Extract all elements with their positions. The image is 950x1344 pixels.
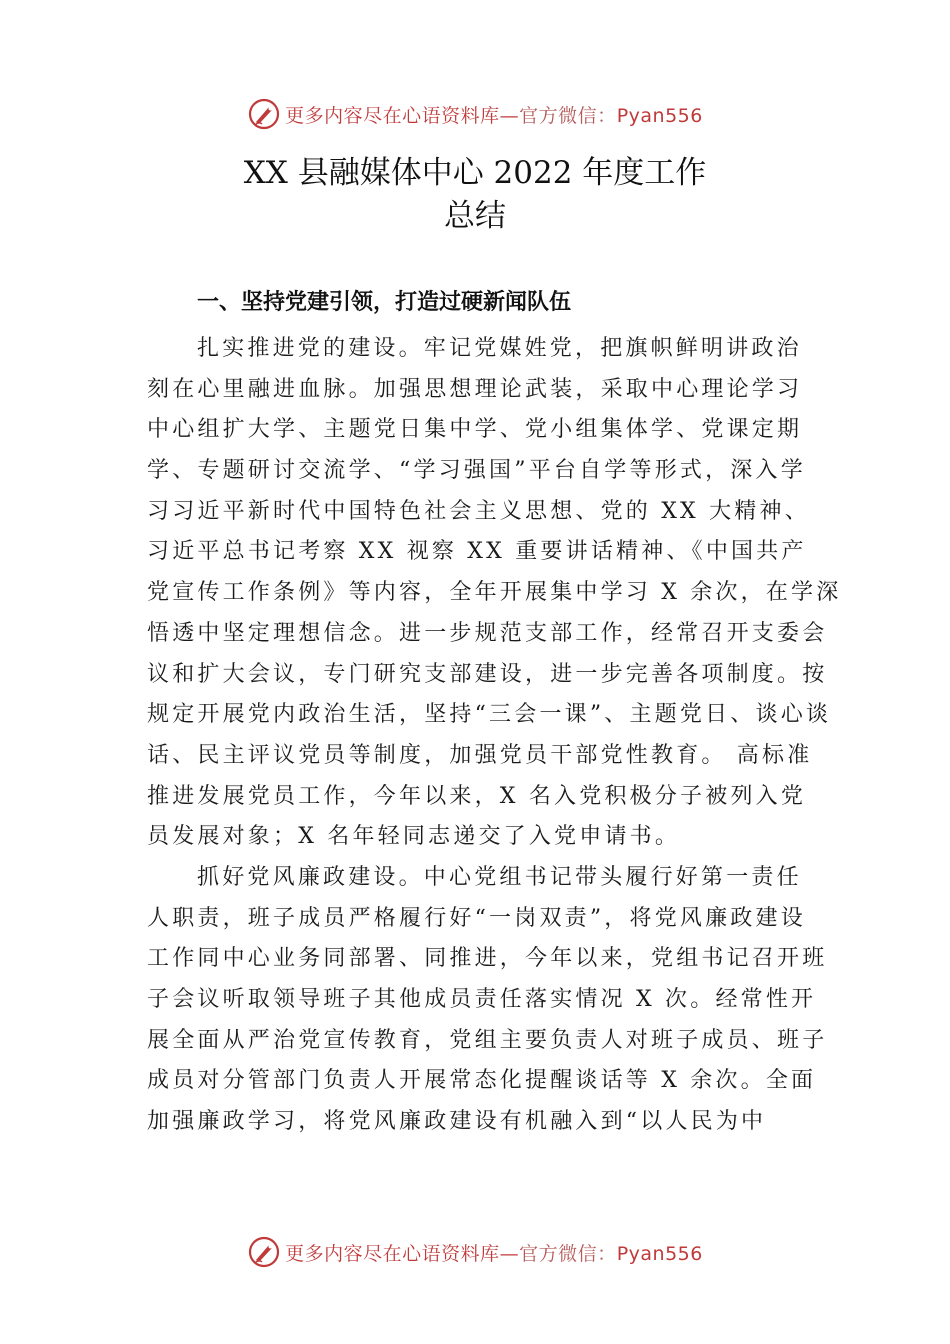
watermark-text: 更多内容尽在心语资料库—官方微信：Pyan556 — [285, 104, 703, 127]
text-line: 扎实推进党的建设。牢记党媒姓党，把旗帜鲜明讲政治 — [197, 336, 802, 361]
document-body — [147, 329, 842, 1143]
text-line: 人职责，班子成员严格履行好“一岗双责”，将党风廉政建设 — [147, 905, 806, 931]
text-line: 员发展对象；X 名年轻同志递交了入党申请书。 — [147, 824, 681, 850]
title-line-1: XX 县融媒体中心 2022 年度工作 — [243, 155, 707, 191]
text-line: 刻在心里融进血脉。加强思想理论武装，采取中心理论学习 — [147, 376, 803, 402]
document-title — [0, 152, 950, 238]
text-line: 加强廉政学习，将党风廉政建设有机融入到“以人民为中 — [147, 1109, 767, 1135]
text-line: 子会议听取领导班子其他成员责任落实情况 X 次。经常性开 — [147, 987, 817, 1012]
watermark-banner-top — [0, 94, 950, 134]
text-line: 展全面从严治党宣传教育，党组主要负责人对班子成员、班子 — [147, 1027, 828, 1053]
text-line: 习习近平新时代中国特色社会主义思想、党的 XX 大精神、 — [147, 498, 810, 524]
text-line: 党宣传工作条例》等内容，全年开展集中学习 X 余次，在学深 — [147, 580, 842, 606]
pen-nib-logo-icon — [247, 1235, 281, 1269]
title-line-2: 总结 — [444, 198, 506, 234]
pen-nib-logo-icon — [247, 97, 281, 131]
text-line: 习近平总书记考察 XX 视察 XX 重要讲话精神、《中国共产 — [147, 539, 807, 565]
watermark-banner-bottom — [0, 1232, 950, 1272]
text-line: 中心组扩大学、主题党日集中学、党小组集体学、党课定期 — [147, 417, 803, 443]
text-line: 学、专题研讨交流学、“学习强国”平台自学等形式，深入学 — [147, 458, 806, 484]
text-line: 推进发展党员工作，今年以来，X 名入党积极分子被列入党 — [147, 783, 807, 809]
text-line: 话、民主评议党员等制度，加强党员干部党性教育。 高标准 — [147, 742, 813, 768]
text-line: 工作同中心业务同部署、同推进，今年以来，党组书记召开班 — [147, 946, 828, 972]
text-line: 议和扩大会议，专门研究支部建设，进一步完善各项制度。按 — [147, 661, 828, 687]
text-line: 规定开展党内政治生活，坚持“三会一课”、主题党日、谈心谈 — [147, 702, 832, 728]
text-line: 成员对分管部门负责人开展常态化提醒谈话等 X 余次。全面 — [147, 1068, 817, 1094]
text-line: 抓好党风廉政建设。中心党组书记带头履行好第一责任 — [197, 864, 802, 890]
watermark-text: 更多内容尽在心语资料库—官方微信：Pyan556 — [285, 1242, 703, 1265]
text-line: 悟透中坚定理想信念。进一步规范支部工作，经常召开支委会 — [147, 620, 828, 646]
section-heading: 一、坚持党建引领，打造过硬新闻队伍 — [197, 290, 572, 315]
